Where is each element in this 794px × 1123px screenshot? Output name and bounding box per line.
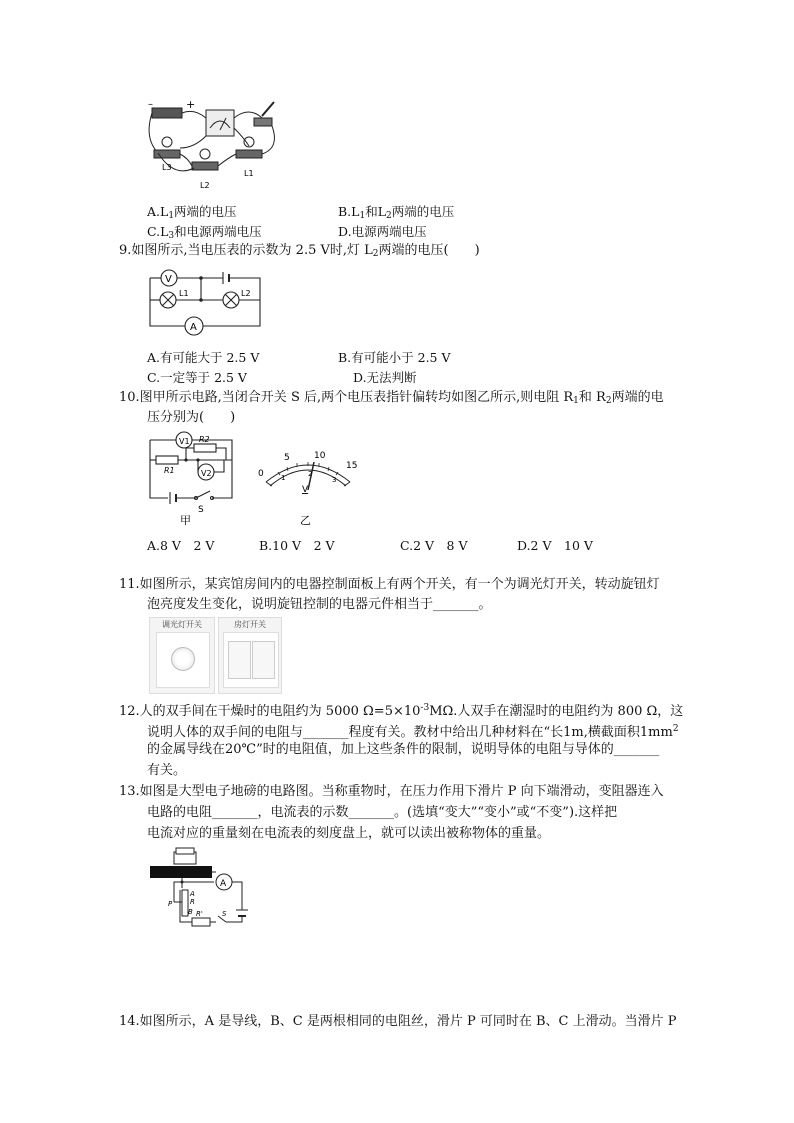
q9-circuit-figure <box>145 266 265 336</box>
dimmer-knob-icon <box>171 647 195 671</box>
q12-question-line2: 说明人体的双手间的电阻与_______程度有关。教材中给出几种材料在“长1m,横截面积$1mm^2$ <box>147 724 679 740</box>
q9-option-a: A.有可能大于 2.5 V <box>147 350 260 365</box>
q13-a-point: A <box>190 890 195 898</box>
q13-p-label: P <box>168 900 173 908</box>
q12-question-line3: 的金属导线在20℃”时的电阻值，加上这些条件的限制，说明导体的电阻与导体的_______ <box>147 742 660 757</box>
q12-question-line1: 12.人的双手间在干燥时的电阻约为 5000 $\Omega=5\times 10^{-3}M\Omega$.人双手在潮湿时的电阻约为 800 Ω，这 <box>119 703 684 719</box>
q8-option-a: $A.L_1$两端的电压 <box>147 204 237 221</box>
q13-scale-circuit-figure <box>146 846 250 928</box>
q10-option-b: B.10 V 2 V <box>259 538 335 553</box>
q8-l1: L1 <box>244 169 254 178</box>
q8-option-c: $C.L_3$和电源两端电压 <box>147 224 262 241</box>
q13-question-line2: 电路的电阻_______，电流表的示数_______。(选填“变大”“变小”或“不变”).这样把 <box>147 805 618 820</box>
q8-minus: – <box>148 99 153 110</box>
q10-small-3: 3 <box>332 476 337 484</box>
q10-v1-label: V1 <box>179 437 190 446</box>
q10-question-line2: 压分别为( ) <box>147 410 236 425</box>
q10-option-c: C.2 V 8 V <box>400 538 468 553</box>
q10-tick-10: 10 <box>314 451 326 461</box>
q13-b-point: B <box>188 908 193 916</box>
q10-r2-label: R2 <box>199 435 210 444</box>
q10-option-a: A.8 V 2 V <box>147 538 215 553</box>
q9-option-c: C.一定等于 2.5 V <box>147 370 247 385</box>
q10-s-label: S <box>198 505 204 515</box>
q10-circuit-jia <box>146 430 238 528</box>
q11-question-line2: 泡亮度发生变化，说明旋钮控制的电器元件相当于_______。 <box>147 597 492 612</box>
q9-l1-label: L1 <box>179 289 189 298</box>
q10-tick-15: 15 <box>346 461 358 471</box>
q8-option-b: $B.L_1$和$L_2$两端的电压 <box>338 204 455 221</box>
q13-r-prime-label: R' <box>196 910 203 918</box>
rocker-switch-left-icon <box>228 641 251 679</box>
q8-plus: + <box>186 98 196 111</box>
q11-room-light-label: 房灯开关 <box>234 620 266 629</box>
q10-small-1: 1 <box>281 474 286 482</box>
q9-question: 9.如图所示,当电压表的示数为 2.5 V时,灯 $L_2$两端的电压( ) <box>119 243 480 259</box>
q9-l2-label: L2 <box>241 289 251 298</box>
q10-r1-label: R1 <box>164 466 175 475</box>
q10-v2-label: V2 <box>201 469 212 478</box>
q9-option-b: B.有可能小于 2.5 V <box>338 350 451 365</box>
q11-dimmer-panel <box>149 617 215 694</box>
q11-room-light-panel <box>218 617 282 694</box>
q10-question-line1: 10.图甲所示电路,当闭合开关 S 后,两个电压表指针偏转均如图乙所示,则电阻 $R_1$和 $R_2$两端的电 <box>119 390 664 406</box>
q10-voltmeter-yi <box>254 446 362 530</box>
q10-small-2: 2 <box>308 470 313 478</box>
q8-l2: L2 <box>200 181 210 190</box>
q10-tick-0: 0 <box>258 469 264 479</box>
q8-l3: L3 <box>162 163 172 172</box>
q9-option-d: D.无法判断 <box>353 370 417 385</box>
q8-option-d: D.电源两端电压 <box>338 224 427 239</box>
q13-s-label: S <box>222 910 227 918</box>
q9-v-label: V <box>165 274 172 285</box>
q11-question-line1: 11.如图所示，某宾馆房间内的电器控制面板上有两个开关，有一个为调光灯开关，转动旋钮灯 <box>119 577 660 592</box>
q13-r-label: R <box>190 898 195 906</box>
rocker-switch-right-icon <box>252 641 275 679</box>
q9-a-label: A <box>190 322 197 333</box>
q10-jia-label: 甲 <box>180 514 191 527</box>
q10-option-d: D.2 V 10 V <box>517 538 593 553</box>
q10-yi-label: 乙 <box>300 514 311 527</box>
q11-dimmer-label: 调光灯开关 <box>162 620 202 629</box>
q8-circuit-figure <box>144 98 284 194</box>
q12-question-line4: 有关。 <box>147 763 187 778</box>
q13-ammeter-label: A <box>220 879 227 889</box>
q13-question-line1: 13.如图是大型电子地磅的电路图。当称重物时，在压力作用下滑片 P 向下端滑动，变阻器连入 <box>119 784 664 799</box>
q14-question-line1: 14.如图所示，A 是导线，B、C 是两根相同的电阻丝，滑片 P 可同时在 B、C 上滑动。当滑片 P <box>119 1014 677 1029</box>
q10-tick-5: 5 <box>284 453 290 463</box>
q13-question-line3: 电流对应的重量刻在电流表的刻度盘上，就可以读出被称物体的重量。 <box>147 826 551 841</box>
q10-unit: V <box>302 485 309 495</box>
